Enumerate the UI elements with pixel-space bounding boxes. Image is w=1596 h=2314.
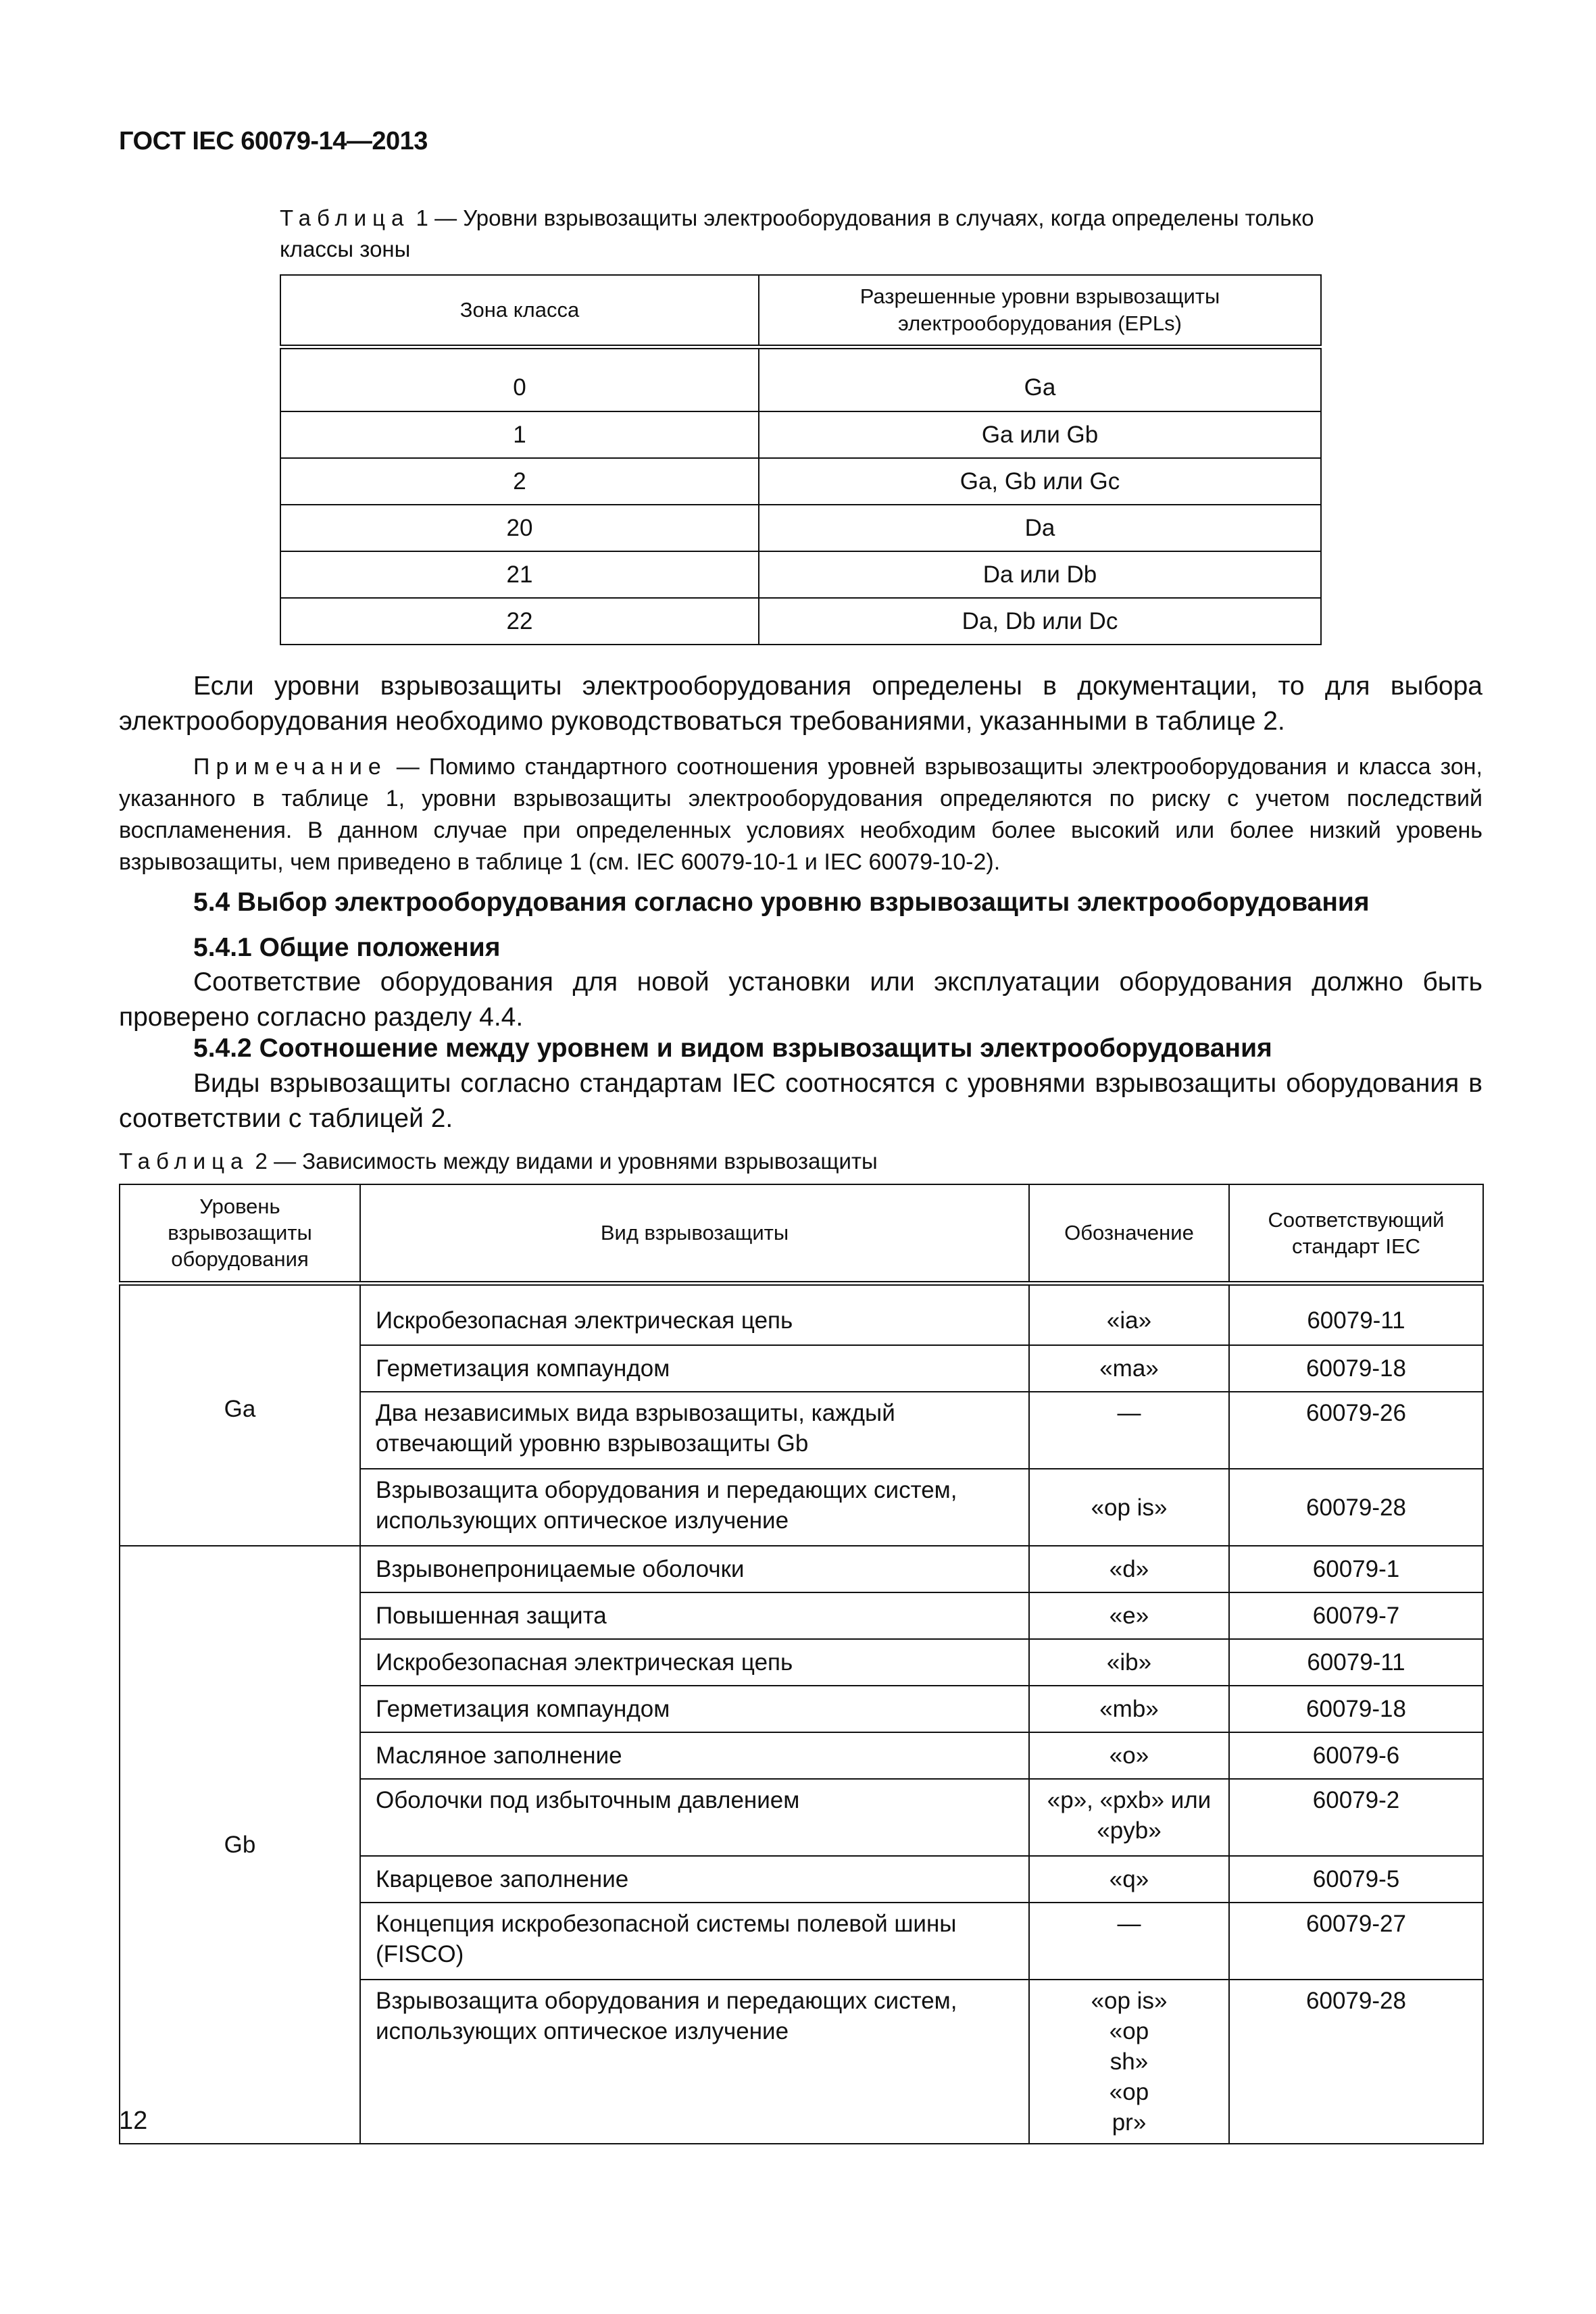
note-prefix: Примечание [193, 754, 387, 780]
table2-cell-designation: «mb» [1029, 1686, 1229, 1732]
table1-cell-zone: 21 [280, 551, 759, 598]
table1-cell-zone: 20 [280, 505, 759, 551]
page-number: 12 [119, 2107, 148, 2135]
table2-header-iec-standard: Соответствующий стандарт IEC [1229, 1184, 1483, 1283]
table1-cell-epl: Da или Db [759, 551, 1321, 598]
table2-cell-designation: «op is» [1029, 1469, 1229, 1546]
table2-cell-standard: 60079-11 [1229, 1283, 1483, 1345]
table-row [280, 458, 1321, 505]
table1-cell-epl: Da, Db или Dc [759, 598, 1321, 645]
note-text: — Помимо стандартного соотношения уровней взрывозащиты электрооборудования и класса зон, указанного в таблице 1, уровни взрывозащиты электрооборудования определяются по риску с учетом последствий воспламенения. В данном случае при определенных условиях необходим более высокий или более низкий уровень взрывозащиты, чем приведено в таблице 1 (см. IEC 60079-10-1 и IEC 60079-10-2). [119, 754, 1482, 875]
table1-cell-zone: 1 [280, 411, 759, 458]
document-header: ГОСТ IEC 60079-14—2013 [119, 127, 428, 155]
table2-header-protection-type: Вид взрывозащиты [360, 1184, 1029, 1283]
table2-caption [119, 1146, 878, 1177]
table2-cell-designation: «e» [1029, 1592, 1229, 1639]
table1-caption [280, 203, 1320, 265]
table1-caption-prefix: Таблица [280, 205, 410, 230]
table2-cell-designation: — [1029, 1392, 1229, 1469]
table-row [280, 347, 1321, 411]
table2-cell-type: Взрывозащита оборудования и передающих систем, использующих оптическое излучение [360, 1469, 1029, 1546]
table2-cell-standard: 60079-7 [1229, 1592, 1483, 1639]
table2-cell-type: Масляное заполнение [360, 1732, 1029, 1779]
table-row [280, 598, 1321, 645]
note-paragraph [119, 751, 1482, 878]
table2-cell-designation: «op is» «op sh» «op pr» [1029, 1980, 1229, 2144]
table1-cell-zone: 2 [280, 458, 759, 505]
table2-cell-type: Концепция искробезопасной системы полевой шины (FISCO) [360, 1903, 1029, 1980]
table2-cell-designation: «ma» [1029, 1345, 1229, 1392]
table2-cell-type: Герметизация компаундом [360, 1686, 1029, 1732]
table1-caption-text: 1 — Уровни взрывозащиты электрооборудования в случаях, когда определены только классы зоны [280, 205, 1314, 261]
table2-cell-standard: 60079-5 [1229, 1856, 1483, 1903]
heading-5-4: 5.4 Выбор электрооборудования согласно уровню взрывозащиты электрооборудования [193, 888, 1370, 917]
heading-5-4-1: 5.4.1 Общие положения [193, 933, 501, 962]
table2-cell-type: Искробезопасная электрическая цепь [360, 1283, 1029, 1345]
table2-cell-designation: «q» [1029, 1856, 1229, 1903]
table2-caption-text: 2 — Зависимость между видами и уровнями взрывозащиты [249, 1149, 878, 1174]
table2-cell-standard: 60079-27 [1229, 1903, 1483, 1980]
table2-header-level: Уровень взрывозащиты оборудования [120, 1184, 360, 1283]
table2-cell-type: Взрывонепроницаемые оболочки [360, 1546, 1029, 1592]
table2-cell-designation: «p», «pxb» или «pyb» [1029, 1779, 1229, 1856]
table1-cell-epl: Ga [759, 347, 1321, 411]
table-row [120, 1546, 1483, 1592]
table2 [119, 1184, 1484, 2144]
table1-header-zone: Зона класса [280, 275, 759, 347]
table2-cell-standard: 60079-18 [1229, 1686, 1483, 1732]
table2-header-designation: Обозначение [1029, 1184, 1229, 1283]
table2-cell-designation: «ib» [1029, 1639, 1229, 1686]
table2-cell-type: Искробезопасная электрическая цепь [360, 1639, 1029, 1686]
table2-cell-standard: 60079-28 [1229, 1469, 1483, 1546]
table1-cell-zone: 0 [280, 347, 759, 411]
table2-cell-type: Повышенная защита [360, 1592, 1029, 1639]
table2-cell-designation: «o» [1029, 1732, 1229, 1779]
table2-cell-standard: 60079-26 [1229, 1392, 1483, 1469]
table2-cell-type: Два независимых вида взрывозащиты, каждый отвечающий уровню взрывозащиты Gb [360, 1392, 1029, 1469]
table2-caption-prefix: Таблица [119, 1149, 249, 1174]
table1-cell-epl: Ga, Gb или Gc [759, 458, 1321, 505]
table2-cell-standard: 60079-18 [1229, 1345, 1483, 1392]
table2-cell-standard: 60079-2 [1229, 1779, 1483, 1856]
table1-header-row [280, 275, 1321, 347]
heading-5-4-2: 5.4.2 Соотношение между уровнем и видом взрывозащиты электрооборудования [193, 1034, 1272, 1063]
table2-cell-standard: 60079-6 [1229, 1732, 1483, 1779]
table1 [280, 274, 1322, 645]
table-row [280, 505, 1321, 551]
table-row [280, 411, 1321, 458]
table2-cell-designation: «ia» [1029, 1283, 1229, 1345]
table2-cell-type: Герметизация компаундом [360, 1345, 1029, 1392]
table2-cell-type: Кварцевое заполнение [360, 1856, 1029, 1903]
table2-cell-type: Взрывозащита оборудования и передающих систем, использующих оптическое излучение [360, 1980, 1029, 2144]
table2-cell-designation: — [1029, 1903, 1229, 1980]
table1-header-epl: Разрешенные уровни взрывозащиты электрооборудования (EPLs) [759, 275, 1321, 347]
table2-cell-standard: 60079-1 [1229, 1546, 1483, 1592]
table1-cell-zone: 22 [280, 598, 759, 645]
paragraph-correlation: Виды взрывозащиты согласно стандартам IEC соотносятся с уровнями взрывозащиты оборудования в соответствии с таблицей 2. [119, 1069, 1482, 1133]
table2-header-row [120, 1184, 1483, 1283]
table2-cell-standard: 60079-11 [1229, 1639, 1483, 1686]
paragraph-epl-documentation: Если уровни взрывозащиты электрооборудования определены в документации, то для выбора электрооборудования необходимо руководствоваться требованиями, указанными в таблице 2. [119, 672, 1482, 736]
table2-cell-designation: «d» [1029, 1546, 1229, 1592]
table2-level-gb: Gb [120, 1546, 360, 2144]
table2-cell-standard: 60079-28 [1229, 1980, 1483, 2144]
table-row [280, 551, 1321, 598]
table2-level-ga: Ga [120, 1283, 360, 1546]
table1-cell-epl: Da [759, 505, 1321, 551]
table-row [120, 1283, 1483, 1345]
table2-cell-type: Оболочки под избыточным давлением [360, 1779, 1029, 1856]
paragraph-general: Соответствие оборудования для новой установки или эксплуатации оборудования должно быть проверено согласно разделу 4.4. [119, 967, 1482, 1032]
table1-cell-epl: Ga или Gb [759, 411, 1321, 458]
